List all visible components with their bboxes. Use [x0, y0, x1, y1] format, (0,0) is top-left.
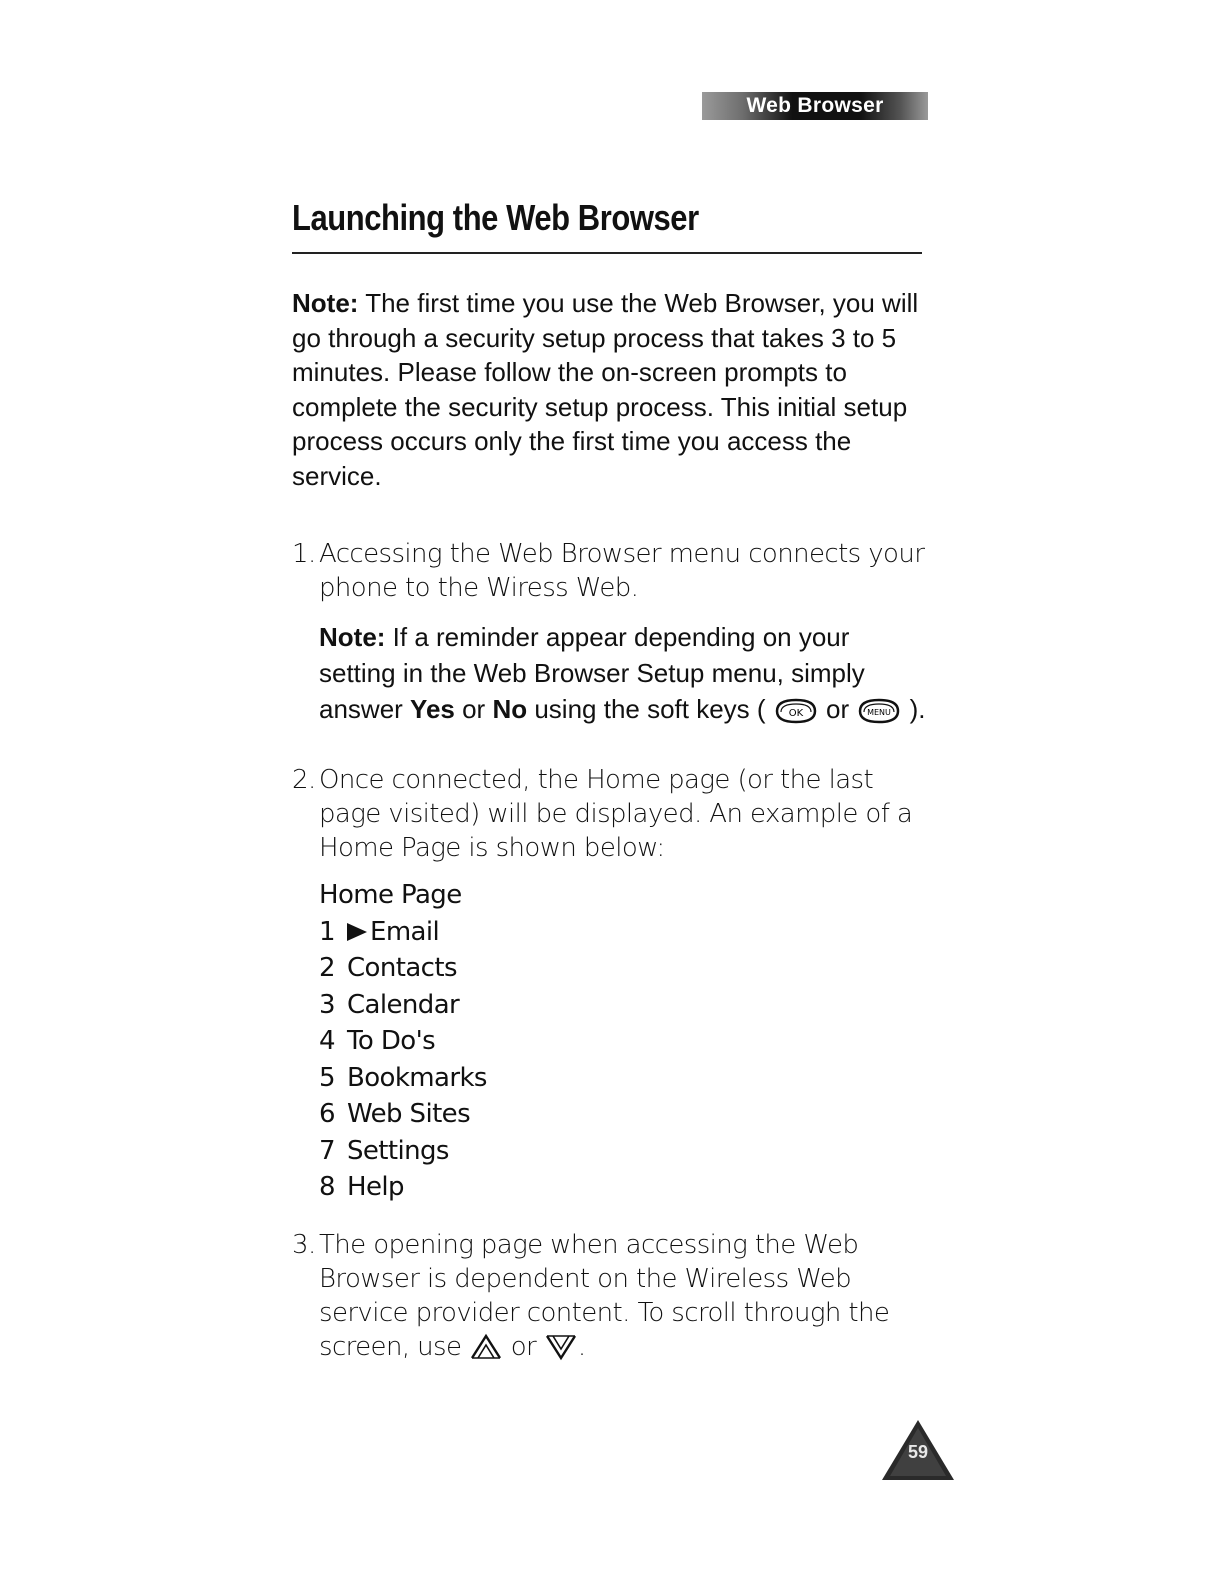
note-text: The first time you use the Web Browser, you will go through a security setup process that takes 3 to 5 minutes. Please follow the on-screen prompts to complete the security setup process. This initial setup process occurs only the first time you access the service. — [292, 288, 919, 491]
page-number: 59 — [907, 1442, 929, 1462]
step-number: 2. — [292, 765, 316, 795]
list-item — [319, 1096, 932, 1133]
note-text: ). — [902, 694, 926, 724]
item-index: 1 — [319, 916, 335, 947]
list-item — [319, 987, 932, 1024]
ok-key-label: OK — [788, 708, 804, 719]
list-item — [319, 914, 932, 951]
item-label: Email — [370, 916, 440, 947]
home-page-title: Home Page — [319, 880, 462, 910]
item-index: 5 — [319, 1062, 335, 1093]
note-text: or — [818, 694, 857, 724]
reminder-note — [319, 619, 932, 733]
note-text: using the soft keys ( — [527, 694, 773, 724]
step-1 — [292, 537, 932, 605]
page-title: Launching the Web Browser — [292, 197, 699, 238]
list-item — [319, 1133, 932, 1170]
item-index: 3 — [319, 989, 335, 1020]
item-label: Bookmarks — [347, 1062, 487, 1093]
item-label: Calendar — [347, 989, 460, 1020]
item-index: 6 — [319, 1099, 335, 1129]
ok-key-icon — [773, 697, 819, 733]
step-text: Accessing the Web Browser menu connects your phone to the Wiress Web. — [319, 539, 925, 603]
item-index: 4 — [319, 1026, 335, 1056]
yes-answer: Yes — [410, 694, 455, 724]
note-label: Note: — [319, 622, 386, 652]
item-label: Contacts — [347, 953, 457, 983]
no-answer: No — [492, 694, 528, 724]
note-label: Note: — [292, 288, 359, 318]
item-index: 8 — [319, 1172, 335, 1202]
step-text: The opening page when accessing the Web Browser is dependent on the Wireless Web service provider content. To scroll through the screen, use — [319, 1229, 890, 1362]
step-number: 1. — [292, 539, 316, 569]
security-note — [292, 286, 932, 493]
item-label: To Do's — [347, 1026, 436, 1056]
step-text: Once connected, the Home page (or the last page visited) will be displayed. An example of a Home Page is shown below: — [319, 765, 913, 863]
step-3 — [292, 1228, 932, 1370]
menu-key-icon — [856, 697, 902, 733]
main-content — [292, 286, 932, 1370]
down-arrow-key-icon — [544, 1333, 578, 1370]
home-page-example — [319, 877, 932, 1206]
note-text: If a reminder appear depending on your setting in the Web Browser Setup menu, simply answer — [319, 622, 865, 724]
item-index: 2 — [319, 953, 335, 983]
title-divider — [292, 252, 922, 254]
step-text: . — [577, 1331, 586, 1362]
list-item — [319, 1060, 932, 1097]
list-item — [319, 950, 932, 987]
item-index: 7 — [319, 1135, 335, 1166]
item-label: Web Sites — [347, 1099, 471, 1129]
up-arrow-key-icon — [469, 1333, 503, 1370]
item-label: Settings — [347, 1135, 449, 1166]
item-label: Help — [347, 1172, 404, 1202]
step-number: 3. — [292, 1229, 316, 1260]
list-item — [319, 1169, 932, 1206]
menu-key-label: MENU — [867, 708, 892, 717]
selection-arrow-icon — [347, 923, 367, 941]
step-2 — [292, 763, 932, 865]
page-number-badge — [880, 1418, 956, 1482]
list-item — [319, 1023, 932, 1060]
note-text: or — [454, 694, 493, 724]
step-text: or — [510, 1331, 537, 1362]
section-tab: Web Browser — [702, 92, 928, 120]
